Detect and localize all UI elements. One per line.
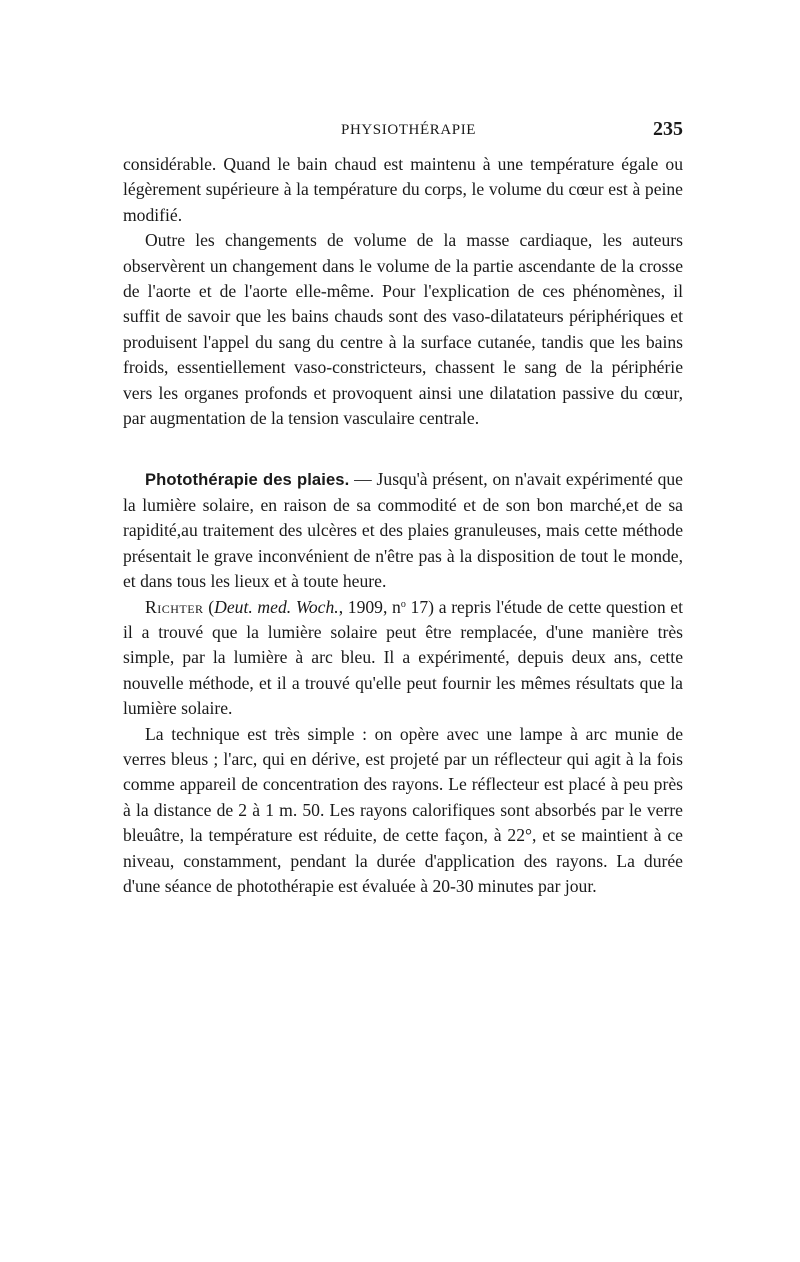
number-superscript: o — [400, 598, 406, 610]
richter-text: 17) a repris l'étude de cette question et il a trouvé que la lumière solaire peut être remplacée, d'une manière très simple, par la lumière à arc bleu. Il a expérimenté, depuis deux ans, cette nouvelle méthode, et il a trouvé qu'elle peut fournir les mêmes résultats que la lumière solaire. — [123, 596, 684, 719]
paragraph-richter — [123, 595, 683, 722]
section-heading: Photothérapie des plaies. — [145, 470, 350, 490]
citation-year: , 1909, n — [338, 596, 401, 617]
journal-citation: Deut. med. Woch. — [214, 596, 339, 617]
body-text — [123, 152, 683, 899]
running-head — [123, 120, 683, 144]
section-gap — [123, 431, 683, 467]
page-number: 235 — [653, 118, 683, 140]
paragraph-phototherapy-intro — [123, 467, 683, 594]
paragraph-aorta: Outre les changements de volume de la masse cardiaque, les auteurs observèrent un changement dans le volume de la partie ascendante de la crosse de l'aorte et de l'aorte elle-même. Pour l'explication de ces phénomènes, il suffit de savoir que les bains chauds sont des vaso-dilatateurs périphériques et produisent l'appel du sang du centre à la surface cutanée, tandis que les bains froids, essentiellement vaso-constricteurs, chassent le sang de la périphérie vers les organes profonds et provoquent ainsi une dilatation passive du cœur, par augmentation de la tension vasculaire centrale. — [123, 230, 683, 429]
citation-open-paren: ( — [203, 596, 215, 617]
paragraph-technique: La technique est très simple : on opère avec une lampe à arc munie de verres bleus ; l'arc, qui en dérive, est projeté par un réflecteur qui agit à la fois comme appareil de concentration des rayons. Le réflecteur est placé à peu près à la distance de 2 à 1 m. 50. Les rayons calorifiques sont absorbés par le verre bleuâtre, la température est réduite, de cette façon, à 22°, et se maintient à ce niveau, constamment, pendant la durée d'application des rayons. La durée d'une séance de photothérapie est évaluée à 20-30 minutes par jour. — [123, 723, 683, 896]
author-name: Richter — [145, 596, 204, 617]
running-title: PHYSIOTHÉRAPIE — [341, 122, 477, 138]
phototherapy-intro-text: — Jusqu'à présent, on n'avait expérimenté que la lumière solaire, en raison de sa commodité et de son bon marché,et de sa rapidité,au traitement des ulcères et des plaies granuleuses, mais cette méthode présentait le grave inconvénient de n'être pas à la disposition de tout le monde, et dans tous les lieux et à toute heure. — [123, 469, 683, 592]
paragraph-continuation: considérable. Quand le bain chaud est maintenu à une température égale ou légèrement supérieure à la température du corps, le volume du cœur est à peine modifié. — [123, 154, 683, 225]
